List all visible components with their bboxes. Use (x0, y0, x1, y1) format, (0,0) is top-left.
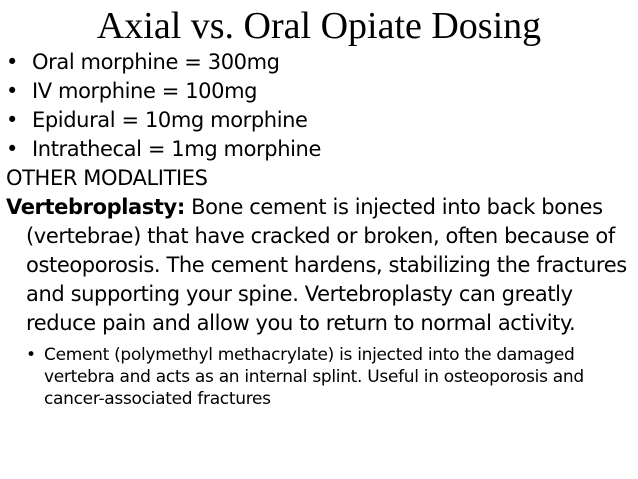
slide-title: Axial vs. Oral Opiate Dosing (96, 5, 542, 47)
sub-bullet-item-cement (6, 344, 634, 410)
bullet-icon: • (6, 137, 18, 161)
bullet-text: Oral morphine = 300mg (32, 50, 280, 74)
sub-bullet-text: Cement (polymethyl methacrylate) is injected into the damaged vertebra and acts as an internal splint. Useful in osteoporosis and cancer-associated fractures (44, 345, 584, 409)
paragraph-text: Bone cement is injected into back bones (vertebrae) that have cracked or broken, often because of osteoporosis. The cement hardens, stabilizing the fractures and supporting your spine. Vertebroplasty can greatly reduce pain and allow you to return to normal activity. (26, 195, 627, 335)
section-heading: OTHER MODALITIES (6, 166, 208, 190)
slide-body (6, 48, 634, 410)
bullet-icon: • (26, 345, 36, 365)
bullet-item-epidural (6, 106, 634, 135)
bullet-icon: • (6, 108, 18, 132)
bullet-text: Epidural = 10mg morphine (32, 108, 308, 132)
vertebroplasty-paragraph (6, 193, 634, 338)
bullet-item-oral-morphine (6, 48, 634, 77)
bullet-icon: • (6, 79, 18, 103)
bullet-item-iv-morphine (6, 77, 634, 106)
bullet-icon: • (6, 50, 18, 74)
bullet-text: Intrathecal = 1mg morphine (32, 137, 321, 161)
bullet-text: IV morphine = 100mg (32, 79, 258, 103)
bullet-item-intrathecal (6, 135, 634, 164)
paragraph-lead: Vertebroplasty: (6, 195, 185, 219)
